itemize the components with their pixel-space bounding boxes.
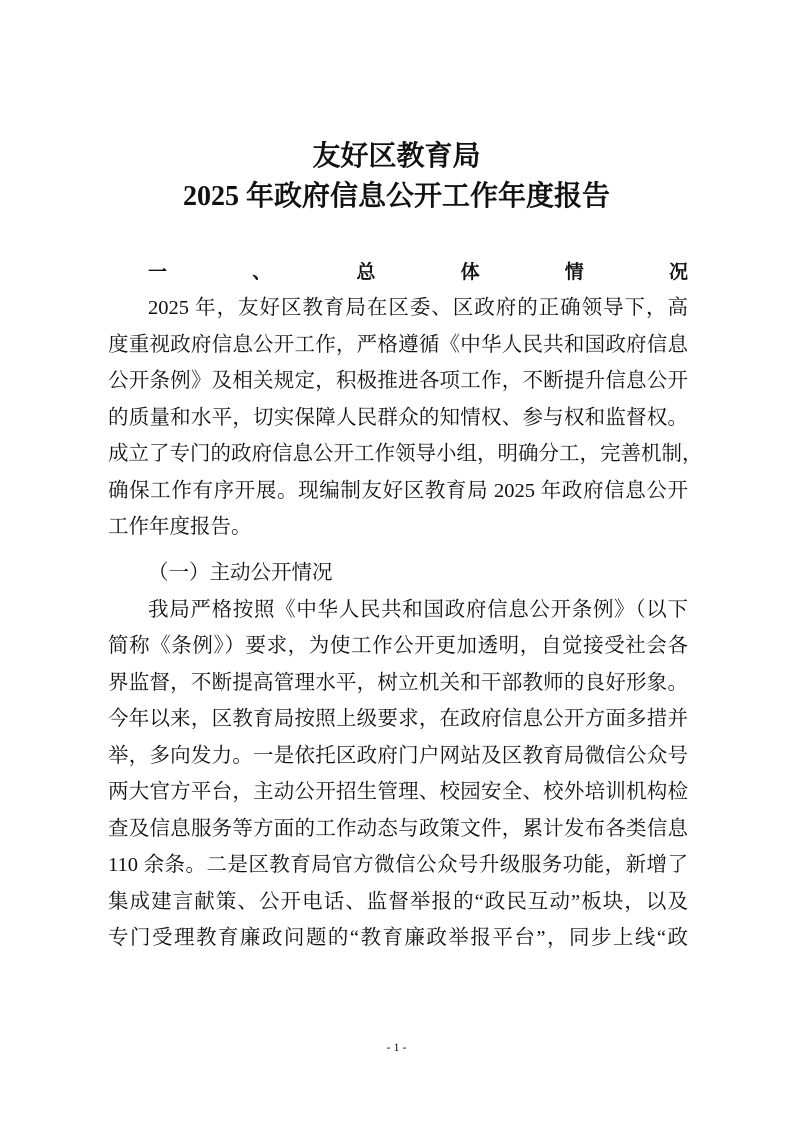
paragraph-line: 2025 年，友好区教育局在区委、区政府的正确领导下，高 [148, 297, 688, 319]
paragraph-line: 公开条例》及相关规定，积极推进各项工作，不断提升信息公开 [108, 370, 688, 392]
paragraph-line: 110 余条。二是区教育局官方微信公众号升级服务功能，新增了 [108, 854, 688, 876]
section-heading: 一、总体情况 [148, 261, 688, 283]
paragraph-line: 我局严格按照《中华人民共和国政府信息公开条例》（以下 [148, 598, 688, 621]
paragraph-line: 专门受理教育廉政问题的“教育廉政举报平台”，同步上线“政 [108, 927, 688, 949]
document-title-line1: 友好区教育局 [312, 141, 481, 172]
paragraph-line: 的质量和水平，切实保障人民群众的知情权、参与权和监督权。 [108, 406, 688, 429]
paragraph-line: 两大官方平台，主动公开招生管理、校园安全、校外培训机构检 [108, 781, 688, 803]
subsection-heading: （一）主动公开情况 [148, 562, 333, 584]
document-title-line2: 2025 年政府信息公开工作年度报告 [182, 181, 610, 212]
paragraph-line: 查及信息服务等方面的工作动态与政策文件，累计发布各类信息 [108, 817, 688, 840]
paragraph-line: 工作年度报告。 [108, 516, 252, 538]
page-number: - 1 - [386, 1040, 407, 1054]
paragraph-line: 举，多向发力。一是依托区政府门户网站及区教育局微信公众号 [108, 744, 688, 767]
paragraph-line: 简称《条例》）要求，为使工作公开更加透明，自觉接受社会各 [108, 635, 688, 657]
paragraph-line: 今年以来，区教育局按照上级要求，在政府信息公开方面多措并 [108, 708, 688, 730]
paragraph-line: 成立了专门的政府信息公开工作领导小组，明确分工，完善机制， [108, 443, 703, 465]
paragraph-line: 界监督，不断提高管理水平，树立机关和干部教师的良好形象。 [108, 671, 688, 694]
paragraph-line: 确保工作有序开展。现编制友好区教育局 2025 年政府信息公开 [108, 479, 688, 502]
paragraph-line: 度重视政府信息公开工作，严格遵循《中华人民共和国政府信息 [108, 333, 688, 356]
paragraph-line: 集成建言献策、公开电话、监督举报的“政民互动”板块，以及 [108, 890, 688, 913]
